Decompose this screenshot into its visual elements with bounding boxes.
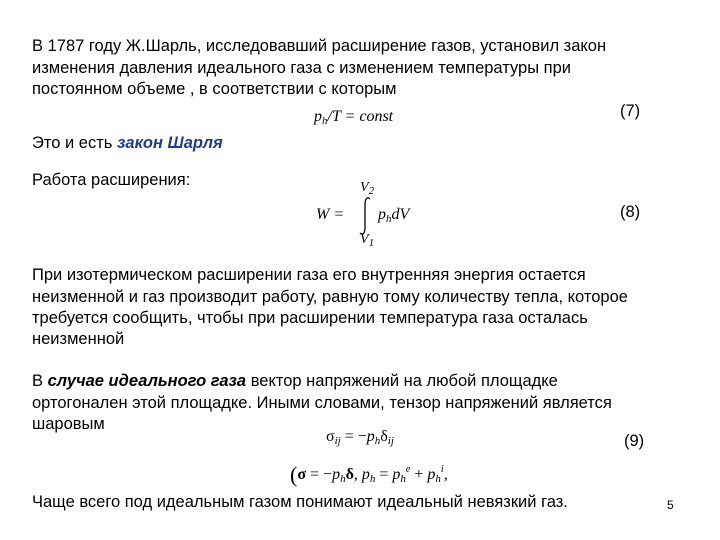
- equation-8-lhs: W =: [316, 206, 345, 223]
- integral-lower-limit: $V_1$: [360, 232, 375, 249]
- paragraph2-line4: неизменной: [32, 330, 125, 348]
- ideal-gas-emphasis: случае идеального газа: [47, 372, 247, 390]
- paragraph1-line1: В 1787 году Ж.Шарль, исследовавший расширение газов, установил закон: [32, 37, 607, 55]
- equation-8: [316, 180, 446, 252]
- charles-law-prefix: Это и есть: [32, 134, 117, 152]
- integral-sign-icon: [358, 196, 374, 236]
- paragraph1-line3: постоянном объеме , в соответствии с которым: [32, 80, 397, 98]
- paragraph3-line3: шаровым: [32, 415, 105, 433]
- integral-upper-limit: $V_2$: [360, 180, 375, 197]
- paragraph3-line1: В случае идеального газа вектор напряжений на любой площадке: [32, 372, 558, 390]
- final-line: Чаще всего под идеальным газом понимают идеальный невязкий газ.: [32, 493, 568, 511]
- equation-9b-formula: ($\sigma = -p_h\delta$, $p_h = p_h^e + p_h^i$,: [290, 462, 448, 487]
- equation-9a-formula: $\sigma_{ij} = -p_h\delta_{ij}$: [326, 428, 394, 447]
- paragraph2-line2: неизменной и газ производит работу, равную тому количеству тепла, которое: [32, 288, 628, 306]
- charles-law-highlight: закон Шарля: [116, 134, 223, 152]
- equation-7-number: (7): [620, 102, 641, 120]
- equation-7-formula: $p_h/T$ = const: [314, 108, 394, 127]
- equation-8-integrand: $p_hdV$: [378, 206, 410, 225]
- charles-law-line: [32, 133, 223, 154]
- equation-9-number: (9): [624, 432, 645, 450]
- paragraph1-line2: изменения давления идеального газа с изменением температуры при: [32, 59, 571, 77]
- paragraph3-line2: ортогонален этой площадке. Иными словами, тензор напряжений является: [32, 394, 612, 412]
- equation-8-number: (8): [620, 203, 641, 221]
- paragraph2-line1: При изотермическом расширении газа его внутренняя энергия остается: [32, 266, 586, 284]
- work-label: Работа расширения:: [32, 171, 191, 189]
- paragraph2-line3: требуется сообщить, чтобы при расширении температура газа осталась: [32, 309, 588, 327]
- slide-number: 5: [667, 498, 674, 512]
